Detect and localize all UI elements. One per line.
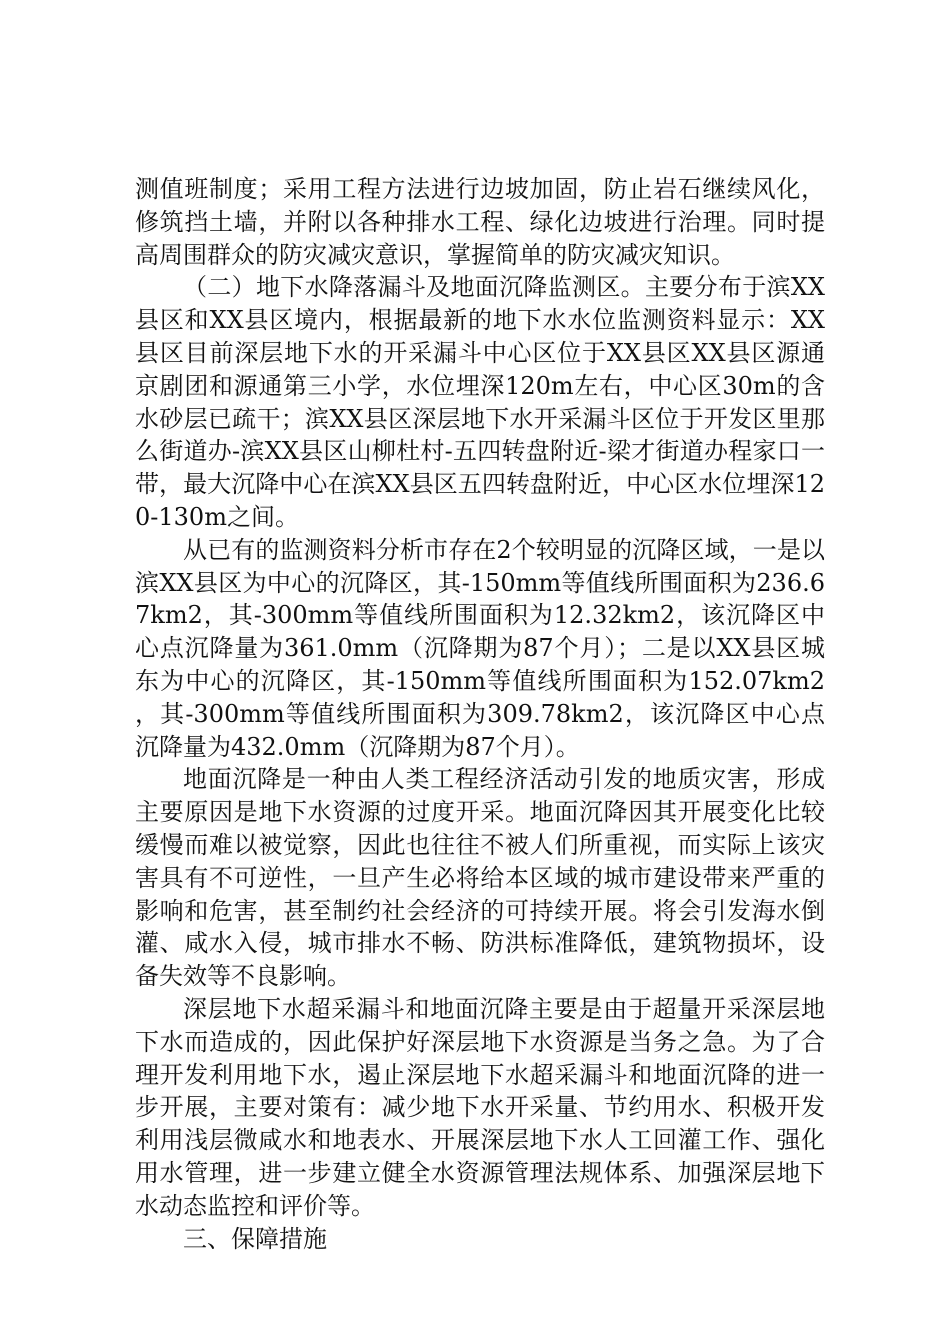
paragraph-monitoring-zone: （二）地下水降落漏斗及地面沉降监测区。主要分布于滨XX县区和XX县区境内，根据最新的地下水水位监测资料显示：XX县区目前深层地下水的开采漏斗中心区位于XX县区XX县区源通京剧团和源通第三小学，水位埋深120m左右，中心区30m的含水砂层已疏干；滨XX县区深层地下水开采漏斗区位于开发区里那么街道办-滨XX县区山柳杜村-五四转盘附近-梁才街道办程家口一带，最大沉降中心在滨XX县区五四转盘附近，中心区水位埋深120-130m之间。 — [135, 273, 825, 531]
section-heading: 三、保障措施 — [183, 1224, 327, 1253]
paragraph-countermeasures: 深层地下水超采漏斗和地面沉降主要是由于超量开采深层地下水而造成的，因此保护好深层地下水资源是当务之急。为了合理开发利用地下水，遏止深层地下水超采漏斗和地面沉降的进一步开展，主要对策有：减少地下水开采量、节约用水、积极开发利用浅层微咸水和地表水、开展深层地下水人工回灌工作、强化用水管理，进一步建立健全水资源管理法规体系、加强深层地下水动态监控和评价等。 — [135, 994, 825, 1220]
paragraph-continuation: 测值班制度；采用工程方法进行边坡加固，防止岩石继续风化，修筑挡土墙，并附以各种排水工程、绿化边坡进行治理。同时提高周围群众的防灾减灾意识，掌握简单的防灾减灾知识。 — [135, 175, 825, 269]
paragraph-subsidence-cause: 地面沉降是一种由人类工程经济活动引发的地质灾害，形成主要原因是地下水资源的过度开采。地面沉降因其开展变化比较缓慢而难以被觉察，因此也往往不被人们所重视，而实际上该灾害具有不可逆性，一旦产生必将给本区域的城市建设带来严重的影响和危害，甚至制约社会经济的可持续开展。将会引发海水倒灌、咸水入侵，城市排水不畅、防洪标准降低，建筑物损坏，设备失效等不良影响。 — [135, 765, 825, 991]
paragraph-subsidence-data: 从已有的监测资料分析市存在2个较明显的沉降区域，一是以滨XX县区为中心的沉降区，其-150mm等值线所围面积为236.67km2，其-300mm等值线所围面积为12.32km2，该沉降区中心点沉降量为361.0mm（沉降期为87个月）；二是以XX县区城东为中心的沉降区，其-150mm等值线所围面积为152.07km2，其-300mm等值线所围面积为309.78km2，该沉降区中心点沉降量为432.0mm（沉降期为87个月）。 — [135, 535, 825, 761]
document-body — [135, 173, 825, 1255]
